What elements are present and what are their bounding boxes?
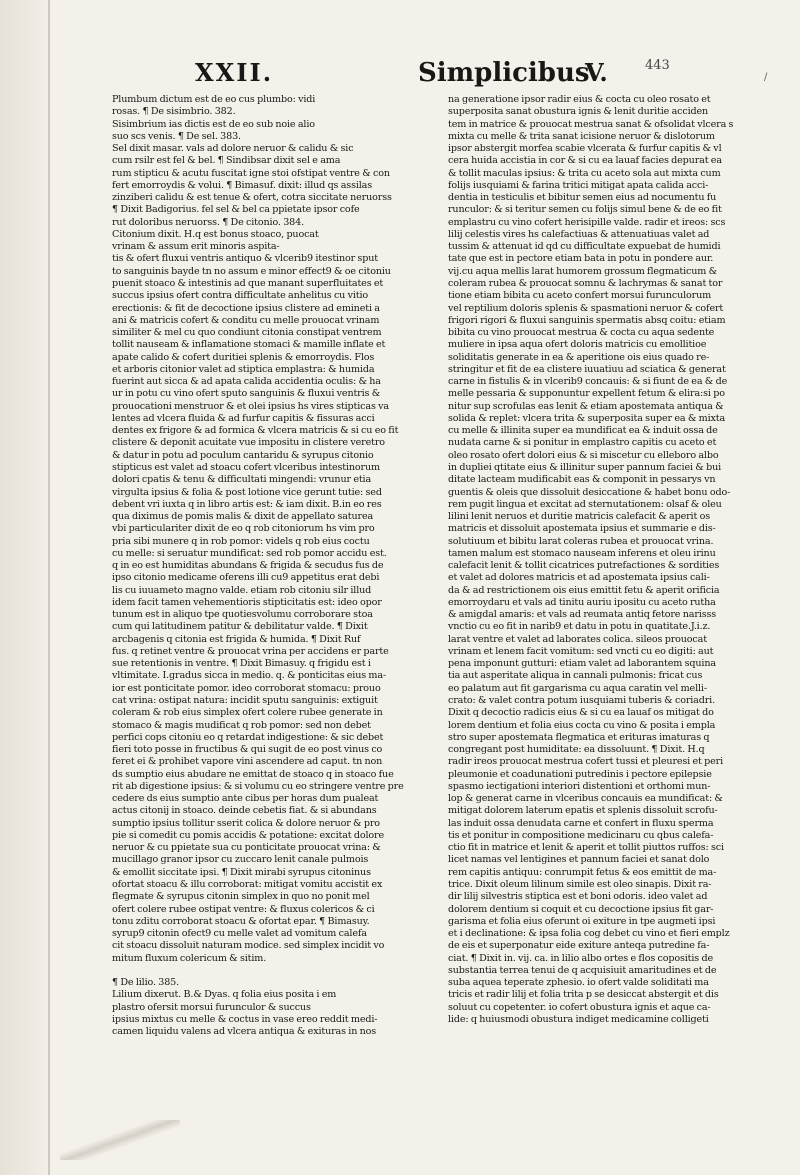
text-line: lop & generat carne in vlceribus concauis ea mundificat: & xyxy=(448,793,723,805)
running-head-right: V. xyxy=(585,58,608,87)
text-line: ditate lacteam mudificabit eas & componit in pessarys vn xyxy=(448,474,716,486)
text-line: tis et ponitur in compositione medicinaru cu qbus calefa- xyxy=(448,829,714,841)
text-line: mitigat dolorem laterum epatis et splenis dissoluit scrofu- xyxy=(448,805,718,817)
text-line: ¶ Dixit Badigorius. fel sel & bel ca ppietate ipsor cofe xyxy=(112,204,360,216)
text-line: prouocationi menstruor & et olei ipsius hs vires stipticas va xyxy=(112,400,389,412)
text-line: neruor & cu ppietate sua cu ponticitate prouocat vrina: & xyxy=(112,842,381,854)
text-line: lilini lenit neruos et duritie matricis calefacit & aperit os xyxy=(448,511,710,523)
text-line: stringitur et fit de ea clistere iuuatiuu ad sciatica & generat xyxy=(448,363,726,375)
text-line: fus. q retinet ventre & prouocat vrina per accidens er parte xyxy=(112,645,389,657)
text-line: vrinam et lenem facit vomitum: sed vncti cu eo digiti: aut xyxy=(448,645,714,657)
text-line: & datur in potu ad poculum cantaridu & syrupus citonio xyxy=(112,449,374,461)
text-line: clistere & deponit acuitate vue impositu in clistere veretro xyxy=(112,437,385,449)
text-line: perfici cops citoniu eo q retardat indigestione: & sic debet xyxy=(112,731,384,743)
text-line: vnctio cu eo fit in narib9 et datu in potu in quatitate.J.i.z. xyxy=(448,621,711,633)
text-line: substantia terrea tenui de q acquisiuit amaritudines et de xyxy=(448,964,717,976)
text-line: Sel dixit masar. vals ad dolore neruor & calidu & sic xyxy=(112,143,354,155)
text-line: ur in potu cu vino ofert sputo sanguinis & fluxui ventris & xyxy=(112,388,381,400)
text-line: larat ventre et valet ad laborates colica. sileos prouocat xyxy=(448,633,707,645)
text-line: similiter & mel cu quo condiunt citonia constipat ventrem xyxy=(112,327,382,339)
text-line: ctio fit in matrice et lenit & aperit et tollit piuttos ruffos: sci xyxy=(448,842,724,854)
text-line: fuerint aut sicca & ad apata calida accidentia oculis: & ha xyxy=(112,376,381,388)
text-line: in dupliei qtitate eius & illinitur super pannum faciei & bui xyxy=(448,461,722,473)
text-line: melle pessaria & supponuntur expellent fetum & elira:si po xyxy=(448,388,725,400)
text-line: tonu zditu corroborat stoacu & ofortat epar. ¶ Bimasuy. xyxy=(112,915,370,927)
text-line: dolori cpatis & tenu & difficultati mingendi: vrunur etia xyxy=(112,474,372,486)
text-line: tis & ofert fluxui ventris antiquo & vlcerib9 itestinor sput xyxy=(112,253,378,265)
text-line: Lilium dixerut. B.& Dyas. q folia eius posita i em xyxy=(112,989,337,1001)
text-line: cera huida accistia in cor & si cu ea lauaf facies depurat ea xyxy=(448,155,722,167)
text-line: da & ad restrictionem ois eius emittit fetu & aperit orificia xyxy=(448,584,720,596)
text-line xyxy=(112,965,442,977)
text-line: bibita cu vino prouocat mestrua & cocta cu aqua sedente xyxy=(448,327,715,339)
text-line: ofert colere rubee ostipat ventre: & fluxus colericos & ci xyxy=(112,903,375,915)
text-line: pleumonie et coadunationi putredinis i pectore epilepsie xyxy=(448,768,712,780)
text-line: matricis et dissoluit apostemata ipsius et summarie e dis- xyxy=(448,523,716,535)
text-line: oleo rosato ofert dolori eius & si miscetur cu elleboro albo xyxy=(448,449,719,461)
text-line: Plumbum dictum est de eo cus plumbo: vidi xyxy=(112,94,316,105)
text-line: solida & replet: vlcera trita & superposita super ea & mixta xyxy=(448,412,726,424)
text-line: ciat. ¶ Dixit in. vij. ca. in lilio albo ortes e flos copositis de xyxy=(448,952,713,964)
text-line: pie si comedit cu pomis accidis & potatione: excitat dolore xyxy=(112,829,384,841)
text-line: erectionis: & fit de decoctione ipsius clistere ad emineti a xyxy=(112,302,380,314)
text-line: rem pugit lingua et excitat ad sternutationem: olsaf & oleu xyxy=(448,498,722,510)
text-line: tussim & attenuat id qd cu difficultate expuebat de humidi xyxy=(448,241,721,253)
text-line: flegmate & syrupus citonin simplex in quo no ponit mel xyxy=(112,891,370,903)
text-line: cu melle & illinita super ea mundificat ea & induit ossa de xyxy=(448,425,718,437)
text-line: dentes ex frigore & ad formica & vlcera matricis & si cu eo fit xyxy=(112,425,399,437)
text-line: Citonium dixit. H.q est bonus stoaco, puocat xyxy=(112,228,319,240)
text-line: tollit nauseam & inflamatione stomaci & mamille inflate et xyxy=(112,339,386,351)
text-line: ior est ponticitate pomor. ideo corroborat stomacu: prouo xyxy=(112,682,381,694)
text-line: superposita sanat obustura ignis & lenit duritie acciden xyxy=(448,106,709,118)
text-line: & amigdal amaris: et vals ad reumata antiq fetore narisss xyxy=(448,609,717,621)
text-line: carne in fistulis & in vlcerib9 concauis: & si fiunt de ea & de xyxy=(448,376,728,388)
text-line: dentia in testiculis et bibitur semen eius ad nocumentu fu xyxy=(448,192,717,204)
text-line: cit stoacu dissoluit naturam modice. sed simplex incidit vo xyxy=(112,940,385,952)
text-line: emorroydaru et vals ad tinitu auriu ipositu cu aceto rutha xyxy=(448,596,716,608)
text-line: trice. Dixit oleum lilinum simile est oleo sinapis. Dixit ra- xyxy=(448,879,712,890)
text-line: congregant post humiditate: ea dissoluunt. ¶ Dixit. H.q xyxy=(448,744,705,756)
text-line: puenit stoaco & intestinis ad que manant superfluitates et xyxy=(112,277,384,289)
text-line: cat vrina: ostipat natura: incidit sputu sanguinis: extiguit xyxy=(112,695,378,707)
text-line: ipso citonio medicame oferens illi cu9 appetitus erat debi xyxy=(112,572,380,584)
text-line: cedere ds eius sumptio ante cibus per horas dum pualeat xyxy=(112,793,379,805)
text-line: actus citonij in stoaco. deinde cebetis fiat. & si abundans xyxy=(112,805,377,817)
text-line: mitum fluxum colericum & sitim. xyxy=(112,952,267,964)
text-line: guentis & oleis que dissoluit desiccatione & habet bonu odo- xyxy=(448,486,731,498)
text-line: sue retentionis in ventre. ¶ Dixit Bimasuy. q frigidu est i xyxy=(112,658,371,670)
text-line: spasmo iectigationi interiori distentioni et orthomi mun- xyxy=(448,780,711,792)
text-line: cum qui latitudinem patitur & debilitatur valde. ¶ Dixit xyxy=(112,621,368,633)
text-line: feret ei & prohibet vapore vini ascendere ad caput. tn non xyxy=(112,756,383,768)
text-line: idem facit tamen vehementioris stipticitatis est: ideo opor xyxy=(112,596,382,608)
text-line: rem capitis antiquu: conrumpit fetus & eos emittit de ma- xyxy=(448,866,717,878)
text-line: ipsor abstergit morfea scabie vlcerata & furfur capitis & vl xyxy=(448,143,722,155)
text-line: vel reptilium doloris splenis & spasmationi neruor & cofert xyxy=(448,302,724,314)
text-line: radir ireos prouocat mestrua cofert tussi et pleuresi et peri xyxy=(448,756,724,768)
text-line: nudata carne & si ponitur in emplastro capitis cu aceto et xyxy=(448,437,717,449)
text-line: calefacit lenit & tollit cicatrices putrefactiones & sordities xyxy=(448,560,720,572)
text-line: tem in matrice & prouocat mestrua sanat & ofsolidat vlcera s xyxy=(448,118,734,130)
text-line: zinziberi calidu & est tenue & ofert, cotra siccitate neruorss xyxy=(112,192,392,204)
text-line: lorem dentium et folia eius cocta cu vino & posita i empla xyxy=(448,719,716,731)
text-line: fieri toto posse in fructibus & qui sugit de eo post vinus co xyxy=(112,744,383,756)
text-line: vltimitate. I.gradus sicca in medio. q. & ponticitas eius ma- xyxy=(112,670,387,682)
page-edge-shadow xyxy=(0,0,52,1175)
text-line: runculor: & si teritur semen cu folijs simul bene & de eo fit xyxy=(448,204,722,216)
text-line: et i declinatione: & ipsa folia cog debet cu vino et fieri emplz xyxy=(448,928,730,940)
text-line: pena imponunt gutturi: etiam valet ad laborantem squina xyxy=(448,658,716,670)
text-line: et valet ad dolores matricis et ad apostemata ipsius cali- xyxy=(448,572,710,584)
text-line: virgulta ipsius & folia & post lotione vice gerunt tutie: sed xyxy=(112,486,382,498)
text-line: & tollit maculas ipsius: & trita cu aceto sola aut mixta cum xyxy=(448,167,721,179)
text-line: tia aut asperitate aliqua in cannali pulmonis: fricat cus xyxy=(448,670,703,682)
running-head-center: Simplicibus xyxy=(418,58,590,88)
text-line: mucillago granor ipsor cu zuccaro lenit canale pulmois xyxy=(112,854,369,866)
text-line: qua diximus de pomis malis & dixit de appellato saturea xyxy=(112,511,374,523)
text-line: soliditatis generate in ea & aperitione ois eius quado re- xyxy=(448,351,710,363)
text-line: cum rsilr est fel & bel. ¶ Sindibsar dixit sel e ama xyxy=(112,155,341,167)
text-line: et arboris citonior valet ad stiptica emplastra: & humida xyxy=(112,363,375,375)
text-line: folijs iusquiami & farina tritici mitigat apata calida acci- xyxy=(448,179,709,191)
text-line: stomaco & magis mudificat q rob pomor: sed non debet xyxy=(112,719,371,731)
text-line: dir lilij silvestris stiptica est et boni odoris. ideo valet ad xyxy=(448,891,708,903)
text-line: q in eo est humiditas abundans & frigida & secudus fus de xyxy=(112,560,384,572)
text-line: ofortat stoacu & illu corroborat: mitigat vomitu accistit ex xyxy=(112,879,383,890)
text-line: suba aquea teperate zphesio. io ofert valde soliditati ma xyxy=(448,977,709,989)
text-line: muliere in ipsa aqua ofert doloris matricis cu emollitioe xyxy=(448,339,707,351)
text-line: ¶ De lilio. 385. xyxy=(112,977,180,989)
text-line: mixta cu melle & trita sanat icisione neruor & dislotorum xyxy=(448,130,715,142)
text-line: ani & matricis cofert & conditu cu melle prouocat vrinam xyxy=(112,314,380,326)
text-line: dolorem dentium si coquit et cu decoctione ipsius fit gar- xyxy=(448,903,714,915)
text-line: stro super apostemata flegmatica et erituras imaturas q xyxy=(448,731,710,743)
text-line: lilij celestis vires hs calefactiuas & attenuatiuas valet ad xyxy=(448,228,710,240)
text-line: las induit ossa denudata carne et confert in fluxu sperma xyxy=(448,817,714,829)
text-line: tunum est in aliquo tpe quotiesvolumu corroborare stoa xyxy=(112,609,373,621)
folio-number: 443 xyxy=(645,58,670,73)
text-line: garisma et folia eius oferunt oi exiture in tpe augmeti ipsi xyxy=(448,915,716,927)
text-line: vij.cu aqua mellis larat humorem grossum flegmaticum & xyxy=(448,265,718,277)
text-line: solutiuum et bibitu larat coleras rubea et prouocat vrina. xyxy=(448,535,714,547)
text-line: licet namas vel lentigines et pannum faciei et sanat dolo xyxy=(448,854,710,866)
text-line: debent vri iuxta q in libro artis est: & iam dixit. B.in eo res xyxy=(112,498,382,510)
text-line: tione etiam bibita cu aceto confert morsui furunculorum xyxy=(448,290,712,302)
text-line: rum stipticu & acutu fuscitat igne stoi ofstipat ventre & con xyxy=(112,167,390,179)
right-column-text xyxy=(448,94,738,1026)
page-smudge xyxy=(60,1120,180,1160)
text-line: coleram rubea & prouocat somnu & lachrymas & sanat tor xyxy=(448,277,723,289)
text-line: tate que est in pectore etiam bata in potu in pondere aur. xyxy=(448,253,714,265)
text-line: ipsius mixtus cu melle & coctus in vase ereo reddit medi- xyxy=(112,1013,378,1025)
text-line: lentes ad vlcera fluida & ad furfur capitis & fissuras acci xyxy=(112,412,375,424)
text-line: emplastru cu vino cofert herisipille valde. radir et ireos: scs xyxy=(448,216,726,228)
text-line: eo palatum aut fit gargarisma cu aqua caratin vel melli- xyxy=(448,682,707,694)
text-line: nitur sup scrofulas eas lenit & etiam apostemata antiqua & xyxy=(448,400,724,412)
text-line: suo scs venis. ¶ De sel. 383. xyxy=(112,130,241,142)
text-line: stipticus est valet ad stoacu cofert vlceribus intestinorum xyxy=(112,461,380,473)
text-line: rit ab digestione ipsius: & si volumu cu eo stringere ventre pre xyxy=(112,780,404,792)
text-line: succus ipsius ofert contra difficultate anhelitus cu vitio xyxy=(112,290,369,302)
text-line: pria sibi munere q in rob pomor: videls q rob eius coctu xyxy=(112,535,370,547)
text-line: lide: q huiusmodi obustura indiget medicamine colligeti xyxy=(448,1013,709,1025)
text-line: to sanguinis bayde tn no assum e minor effect9 & oe citoniu xyxy=(112,265,391,277)
text-line: Dixit q decoctio radicis eius & si cu ea lauaf os mitigat do xyxy=(448,707,714,719)
text-line: vrinam & assum erit minoris aspita- xyxy=(112,241,280,253)
text-line: ds sumptio eius abudare ne emittat de stoaco q in stoaco fue xyxy=(112,768,394,780)
text-line: sumptio ipsius tollitur sserit colica & dolore neruor & pro xyxy=(112,817,380,829)
text-line: tricis et radir lilij et folia trita p se desiccat abstergit et dis xyxy=(448,989,719,1001)
text-line: Sisimbrium ias dictis est de eo sub noie alio xyxy=(112,118,315,130)
text-line: apate calido & cofert duritiei splenis & emorroydis. Flos xyxy=(112,351,375,363)
binding-gutter xyxy=(48,0,50,1175)
text-line: rosas. ¶ De sisimbrio. 382. xyxy=(112,106,236,118)
margin-mark: / xyxy=(764,72,768,83)
text-line: lis cu iuuameto magno valde. etiam rob citoniu silr illud xyxy=(112,584,372,596)
text-line: camen liquidu valens ad vlcera antiqua & exituras in nos xyxy=(112,1026,377,1038)
text-line: plastro ofersit morsui furunculor & succus xyxy=(112,1001,311,1013)
text-line: rut doloribus neruorss. ¶ De citonio. 384. xyxy=(112,216,304,228)
running-head-left: XXII. xyxy=(195,58,274,87)
text-line: tamen malum est stomaco nauseam inferens et oleu irinu xyxy=(448,547,716,559)
left-column-text xyxy=(112,94,442,1038)
text-line: na generatione ipsor radir eius & cocta cu oleo rosato et xyxy=(448,94,711,105)
text-line: soluut cu copetenter. io cofert obustura ignis et aque ca- xyxy=(448,1001,711,1013)
text-line: frigori rigori & fluxui sanguinis spermatis absq coitu: etiam xyxy=(448,314,726,326)
text-line: cu melle: si seruatur mundificat: sed rob pomor accidu est. xyxy=(112,547,387,559)
text-line: vbi particulariter dixit de eo q rob citoniorum hs vim pro xyxy=(112,523,375,535)
text-line: crato: & valet contra potum iusquiami tuberis & coriadri. xyxy=(448,695,715,707)
text-line: coleram & rob eius simplex ofert colere rubee generate in xyxy=(112,707,383,719)
text-line: arcbagenis q citonia est frigida & humida. ¶ Dixit Ruf xyxy=(112,633,361,645)
text-line: & emollit siccitate ipsi. ¶ Dixit mirabi syrupus citoninus xyxy=(112,866,371,878)
text-line: fert emorroydis & volui. ¶ Bimasuf. dixit: illud qs assilas xyxy=(112,179,373,191)
text-line: de eis et superponatur eide exiture anteqa putredine fa- xyxy=(448,940,710,952)
text-line: syrup9 citonin ofect9 cu melle valet ad vomitum calefa xyxy=(112,928,367,940)
